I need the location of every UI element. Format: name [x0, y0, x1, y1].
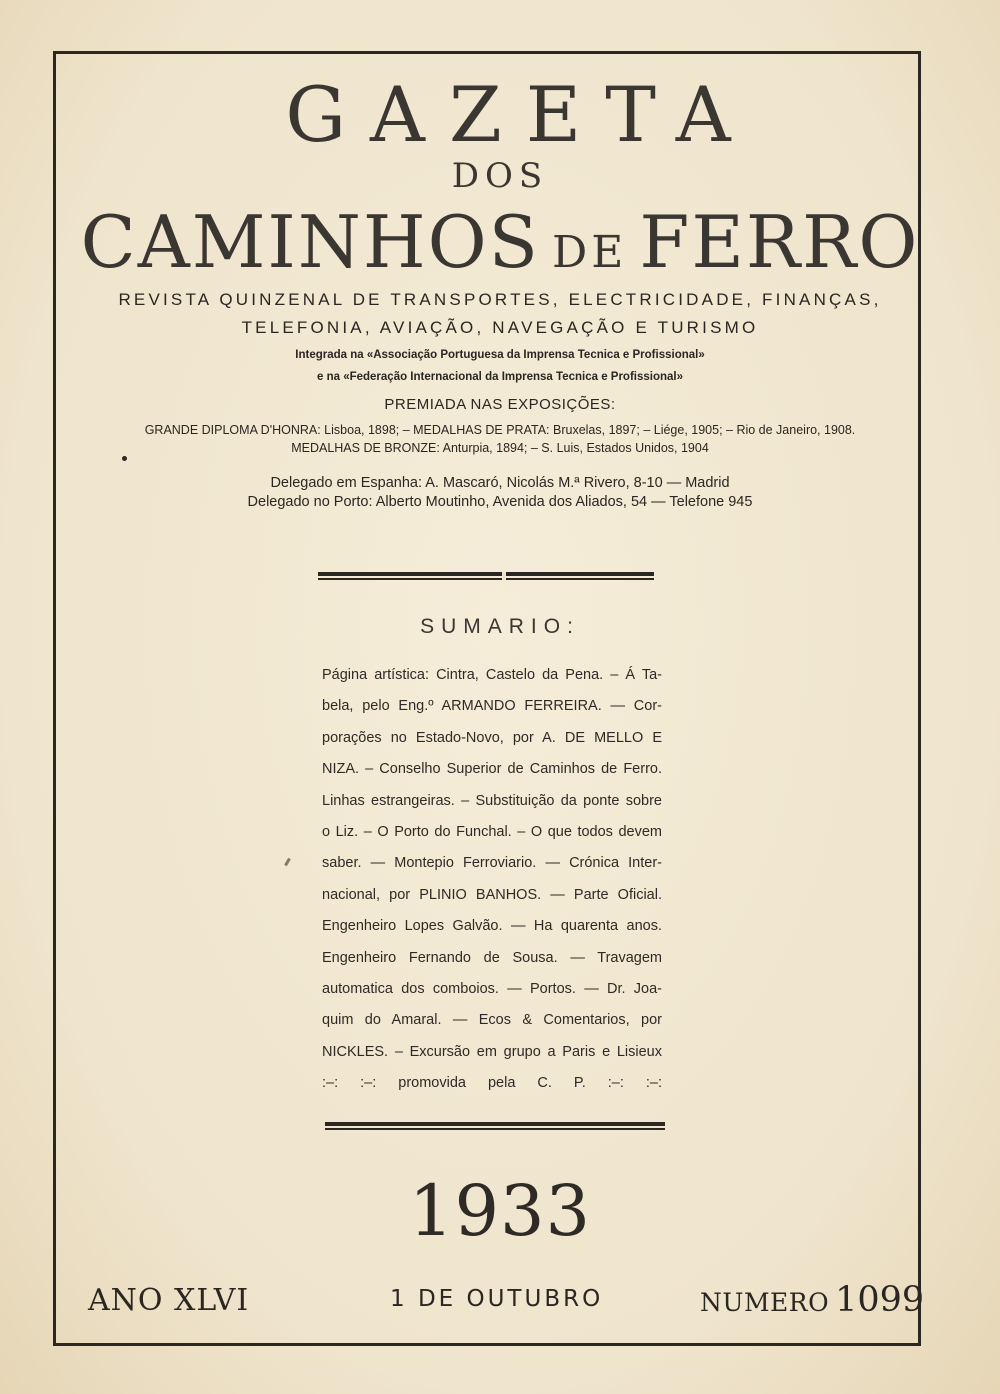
- subtitle-line-1: REVISTA QUINZENAL DE TRANSPORTES, ELECTRICIDADE, FINANÇAS,: [118, 290, 882, 309]
- divider-top: [318, 572, 654, 580]
- masthead-title: GAZETA: [285, 70, 755, 159]
- masthead-ferro: FERRO: [639, 200, 920, 284]
- delegate-porto: Delegado no Porto: Alberto Moutinho, Avenida dos Aliados, 54 — Telefone 945: [247, 494, 753, 510]
- issue-number-value: 1099: [835, 1280, 925, 1320]
- ink-dot: [122, 456, 127, 461]
- summary-line: saber. — Montepio Ferroviario. — Crónica Inter-: [322, 855, 662, 872]
- summary-line: o Liz. – O Porto do Funchal. – O que todos devem: [322, 823, 662, 840]
- integration-line-1: Integrada na «Associação Portuguesa da Imprensa Tecnica e Profissional»: [295, 349, 705, 361]
- summary-heading: SUMARIO:: [420, 615, 580, 638]
- summary-list: [322, 660, 662, 1099]
- issue-number: [700, 1280, 924, 1320]
- awards-heading: PREMIADA NAS EXPOSIÇÕES:: [384, 396, 616, 413]
- awards-line-2: MEDALHAS DE BRONZE: Anturpia, 1894; – S. Luis, Estados Unidos, 1904: [291, 441, 709, 455]
- issue-volume: ANO XLVI: [88, 1283, 250, 1318]
- summary-line: :–: :–: promovida pela C. P. :–: :–:: [322, 1075, 662, 1092]
- summary-line: Linhas estrangeiras. – Substituição da ponte sobre: [322, 792, 662, 809]
- masthead-caminhos-de-ferro: [0, 200, 1000, 284]
- summary-line: bela, pelo Eng.º ARMANDO FERREIRA. — Cor-: [322, 698, 662, 715]
- summary-line: Página artística: Cintra, Castelo da Pena. – Á Ta-: [322, 667, 662, 683]
- summary-line: Engenheiro Fernando de Sousa. — Travagem: [322, 949, 662, 966]
- divider-bottom: [325, 1122, 665, 1130]
- integration-line-2: e na «Federação Internacional da Imprensa Tecnica e Profissional»: [316, 371, 683, 383]
- summary-line: NICKLES. – Excursão em grupo a Paris e Lisieux: [322, 1043, 662, 1060]
- summary-line: porações no Estado-Novo, por A. DE MELLO E: [322, 729, 662, 746]
- issue-year: 1933: [408, 1170, 592, 1252]
- summary-line: nacional, por PLINIO BANHOS. — Parte Oficial.: [322, 886, 662, 903]
- awards-line-1: GRANDE DIPLOMA D'HONRA: Lisboa, 1898; – MEDALHAS DE PRATA: Bruxelas, 1897; – Liége, 1905; – Rio de Janeiro, 1908.: [144, 423, 856, 437]
- issue-number-label: NUMERO: [700, 1288, 830, 1317]
- summary-line: quim do Amaral. — Ecos & Comentarios, por: [322, 1012, 662, 1029]
- delegate-spain: Delegado em Espanha: A. Mascaró, Nicolás M.ª Rivero, 8-10 — Madrid: [270, 475, 730, 491]
- summary-line: Engenheiro Lopes Galvão. — Ha quarenta anos.: [322, 918, 662, 935]
- summary-line: NIZA. – Conselho Superior de Caminhos de Ferro.: [322, 761, 662, 778]
- summary-line: automatica dos comboios. — Portos. — Dr. Joa-: [322, 980, 662, 997]
- masthead-dos: DOS: [451, 156, 549, 196]
- issue-date: 1 DE OUTUBRO: [390, 1286, 604, 1312]
- masthead-caminhos: CAMINHOS: [80, 200, 540, 284]
- masthead-de: DE: [552, 227, 628, 278]
- subtitle-line-2: TELEFONIA, AVIAÇÃO, NAVEGAÇÃO E TURISMO: [241, 318, 759, 337]
